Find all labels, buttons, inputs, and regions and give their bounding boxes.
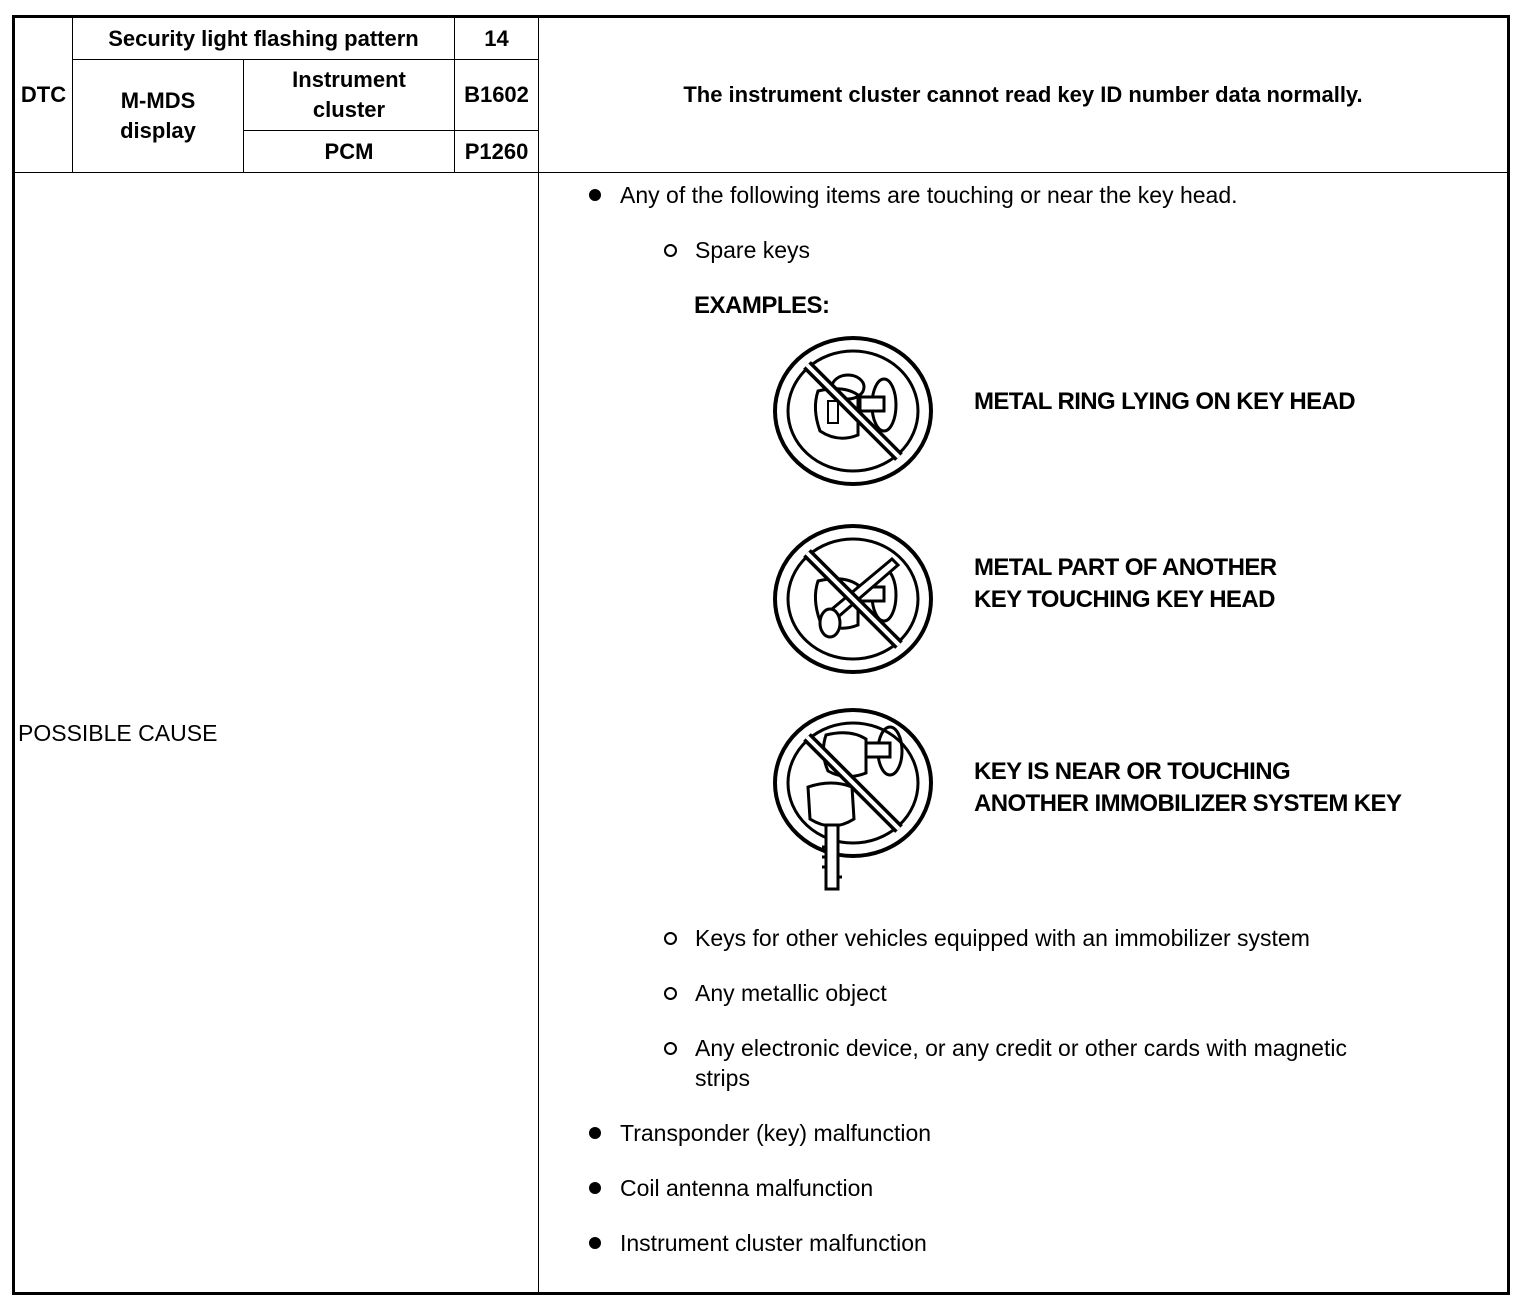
no-immobilizer-key-icon [772,707,934,893]
sub-item-electronic-line2: strips [695,1065,750,1091]
sub-bullet-ring [664,932,677,945]
dtc-description: The instrument cluster cannot read key ID number data normally. [683,82,1363,107]
sub-item-spare-keys: Spare keys [695,237,811,263]
bullet-dot [589,1237,601,1249]
example-3-caption [974,756,1401,820]
instrument-cluster-label: Instrument cluster [292,67,406,122]
sub-bullet-ring [664,987,677,1000]
bullet-dot [589,1182,601,1194]
no-metal-ring-icon [772,335,934,487]
example-1-caption [974,386,1355,418]
bullet-dot [589,189,601,201]
example-3-line1: KEY IS NEAR OR TOUCHING [974,758,1291,785]
pcm-code: P1260 [464,138,529,164]
sub-bullet-ring [664,244,677,257]
example-2-line2: KEY TOUCHING KEY HEAD [974,586,1275,613]
sub-item-electronic-line1: Any electronic device, or any credit or other cards with magnetic [695,1035,1347,1061]
grid-line [12,172,1510,173]
cause-item-coil-antenna: Coil antenna malfunction [620,1175,874,1201]
instrument-cluster-code: B1602 [464,82,529,107]
sub-item-metallic-object: Any metallic object [695,980,887,1006]
possible-cause-label: POSSIBLE CAUSE [18,720,218,746]
cause-item-near-key-head: Any of the following items are touching or near the key head. [620,182,1238,208]
flashing-pattern-label: Security light flashing pattern [108,25,419,51]
example-2-line1: METAL PART OF ANOTHER [974,554,1277,581]
mmds-display-label: M-MDS display [120,88,196,143]
cause-item-transponder: Transponder (key) malfunction [620,1120,932,1146]
sub-bullet-ring [664,1042,677,1055]
flashing-pattern-value: 14 [484,25,509,51]
sub-item-other-keys: Keys for other vehicles equipped with an immobilizer system [695,925,1310,951]
grid-line [538,15,539,1295]
no-key-touching-icon [772,523,934,675]
examples-heading: EXAMPLES: [694,292,830,319]
example-1-line1: METAL RING LYING ON KEY HEAD [974,388,1356,415]
sub-item-electronic-device [695,1033,1347,1093]
pcm-label: PCM [324,138,374,164]
example-3-line2: ANOTHER IMMOBILIZER SYSTEM KEY [974,790,1402,817]
dtc-label: DTC [20,82,67,107]
cause-item-instrument-cluster: Instrument cluster malfunction [620,1230,927,1256]
bullet-dot [589,1127,601,1139]
example-2-caption [974,552,1277,616]
